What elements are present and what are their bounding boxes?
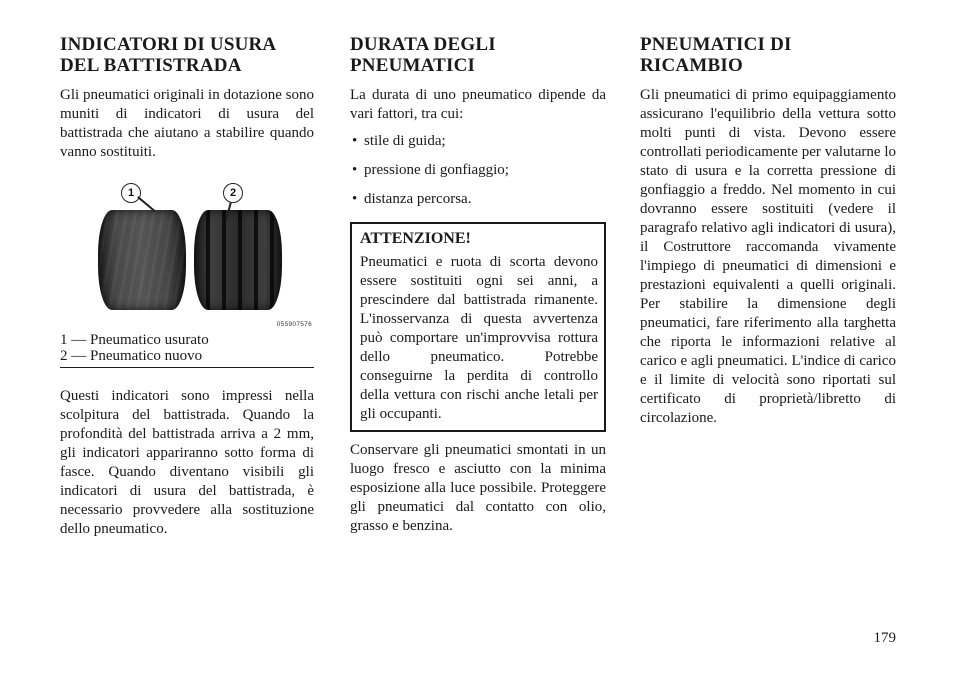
- section-title-replacement-tires: PNEUMATICI DI RICAMBIO: [640, 34, 792, 76]
- replacement-tires-text: Gli pneumatici di primo equipaggiamento assicurano l'equilibrio della vettura sotto molti punti di vista. Devono essere controllati periodicamente per valutarne lo stato di usura e la corretta pressione di gonfiaggio a freddo. Nel momento in cui dovranno essere sostituiti (vedere il paragrafo relativo agli indicatori di usura), il Costruttore raccomanda vivamente l'impiego di pneumatici di dimensioni e prestazioni equivalenti a quelli originali. Per stabilire la dimensione degli pneumatici, fare riferimento alla targhetta che riporta le informazioni relative al carico e agli pneumatici. L'indice di carico e il limite di velocità sono riportati sul certificato di proprietà/libretto di circolazione.: [640, 87, 896, 426]
- warning-title: ATTENZIONE!: [360, 230, 471, 247]
- tread-wear-intro: Gli pneumatici originali in dotazione sono muniti di indicatori di usura del battistrada che aiutano a stabilire quando vanno sostituiti.: [60, 87, 314, 160]
- page-number: 179: [873, 630, 896, 646]
- figure-code: 055907576: [276, 321, 312, 328]
- factors-list: [350, 132, 606, 209]
- tread-wear-body: Questi indicatori sono impressi nella scolpitura del battistrada. Quando la profondità del battistrada arriva a 2 mm, gli indicatori appariranno sotto forma di fasce. Quando diventano visibili gli indicatori di usura del battistrada, è necessario provvedere alla sostituzione dello pneumatico.: [60, 388, 314, 537]
- column-tire-life: [350, 34, 606, 536]
- tire-life-intro: La durata di uno pneumatico dipende da vari fattori, tra cui:: [350, 87, 606, 122]
- title-line: DURATA DEGLI: [350, 34, 496, 55]
- section-title-tread-wear: [60, 34, 314, 76]
- title-line: PNEUMATICI: [350, 55, 476, 76]
- list-item: • pressione di gonfiaggio;: [350, 161, 606, 180]
- legend-item-new: 2 — Pneumatico nuovo: [60, 348, 203, 364]
- tire-wear-figure: [60, 182, 314, 332]
- warning-box: [350, 222, 606, 432]
- worn-tire-image: [98, 210, 186, 310]
- warning-text: Pneumatici e ruota di scorta devono essere sostituiti ogni sei anni, a prescindere dal battistrada rimanente. L'inosservanza di questa avvertenza può comportare un'improvvisa rottura dello pneumatico. Potrebbe conseguirne la perdita di controllo della vettura con rischi anche letali per gli occupanti.: [360, 254, 598, 422]
- storage-text: Conservare gli pneumatici smontati in un luogo fresco e asciutto con la minima esposizione alla luce possibile. Proteggere gli pneumatici dal contatto con olio, grasso e benzina.: [350, 442, 606, 534]
- list-item: • stile di guida;: [350, 132, 606, 151]
- callout-1: 1: [121, 183, 141, 203]
- new-tire-image: [194, 210, 282, 310]
- legend-item-worn: 1 — Pneumatico usurato: [60, 332, 209, 348]
- section-title-tire-life: [350, 34, 606, 76]
- list-item: • distanza percorsa.: [350, 190, 606, 209]
- legend-divider: [60, 367, 314, 368]
- title-line: DEL BATTISTRADA: [60, 55, 242, 76]
- callout-2: 2: [223, 183, 243, 203]
- column-tread-wear-indicators: [60, 34, 314, 539]
- column-replacement-tires: [640, 34, 896, 428]
- figure-legend: [60, 332, 314, 364]
- title-line: INDICATORI DI USURA: [60, 34, 277, 55]
